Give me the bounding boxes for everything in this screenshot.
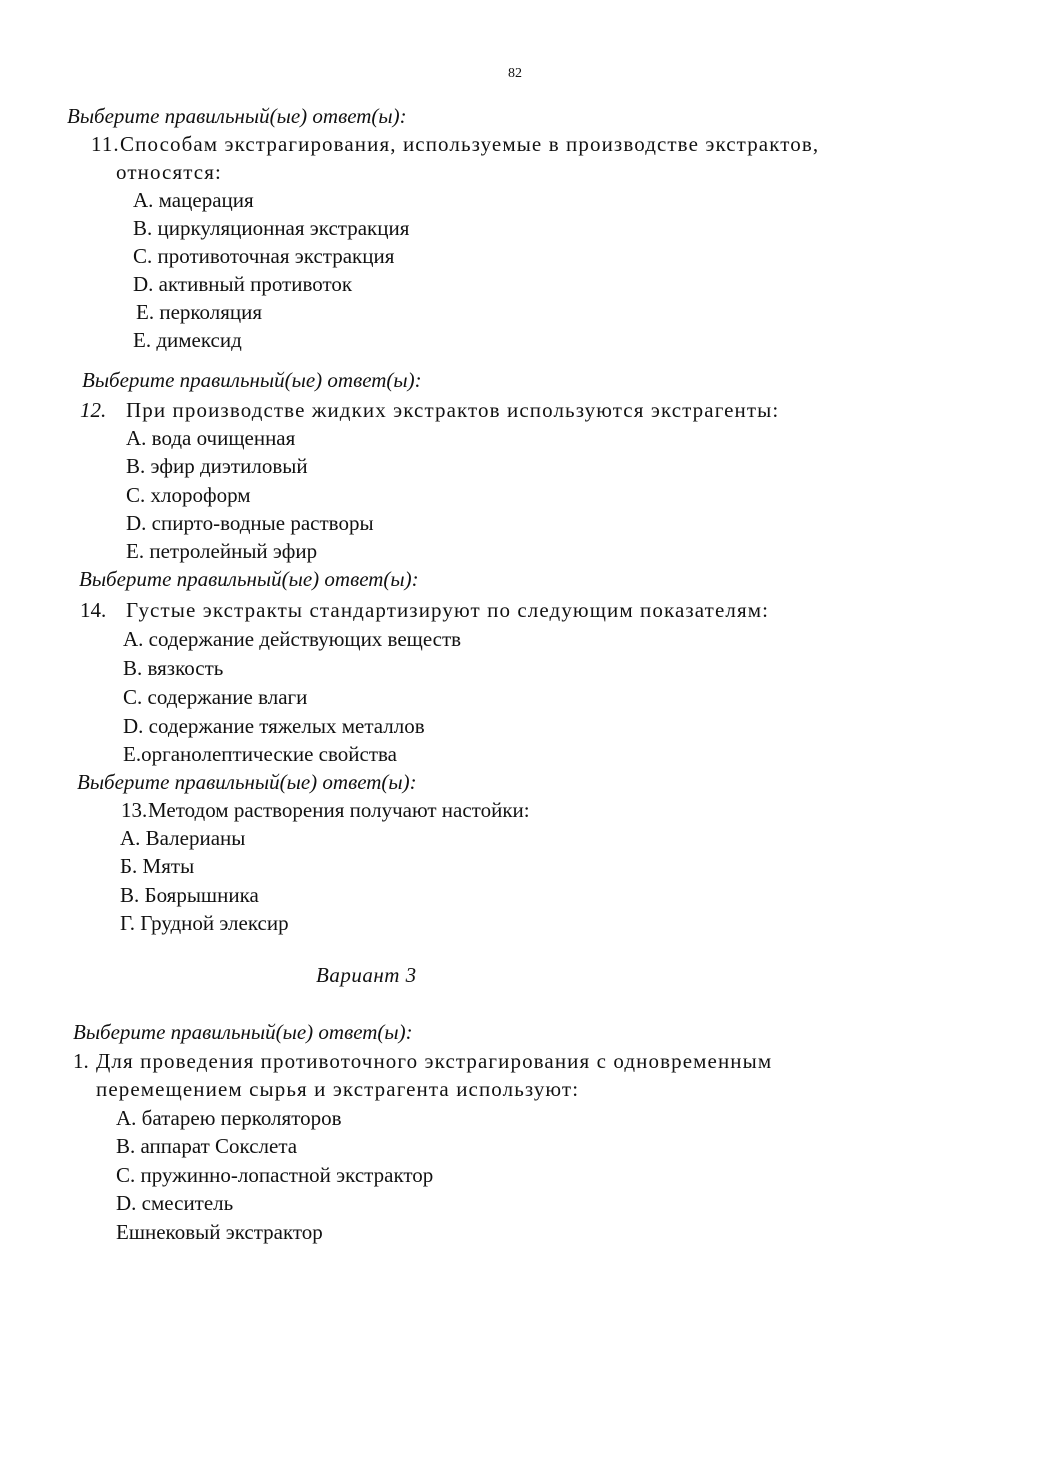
instruction-text: Выберите правильный(ые) ответ(ы): bbox=[73, 1020, 413, 1044]
answer-option: A. мацерация bbox=[133, 188, 254, 212]
page-number: 82 bbox=[508, 66, 522, 81]
question-number: 14. bbox=[80, 598, 107, 622]
answer-option: D. содержание тяжелых металлов bbox=[123, 714, 425, 738]
question-number: 12. bbox=[80, 398, 107, 422]
answer-option: Б. Мяты bbox=[120, 854, 195, 878]
question-text-continued: относятся: bbox=[116, 160, 222, 184]
question-text: Методом растворения получают настойки: bbox=[148, 798, 530, 822]
question-text-continued: перемещением сырья и экстрагента используют: bbox=[96, 1077, 580, 1101]
answer-option: C. содержание влаги bbox=[123, 685, 308, 709]
instruction-text: Выберите правильный(ые) ответ(ы): bbox=[77, 770, 417, 794]
question-number: 1. bbox=[73, 1049, 89, 1073]
question-text: Способам экстрагирования, используемые в производстве экстрактов, bbox=[120, 132, 820, 156]
answer-option: Eшнековый экстрактор bbox=[116, 1220, 323, 1244]
answer-option: B. циркуляционная экстракция bbox=[133, 216, 410, 240]
answer-option: A. содержание действующих веществ bbox=[123, 627, 462, 651]
instruction-text: Выберите правильный(ые) ответ(ы): bbox=[82, 368, 422, 392]
answer-option: D. активный противоток bbox=[133, 272, 353, 296]
variant-heading: Вариант 3 bbox=[316, 963, 417, 987]
answer-option: В. Боярышника bbox=[120, 883, 259, 907]
answer-option: C. противоточная экстракция bbox=[133, 244, 395, 268]
answer-option: E. перколяция bbox=[136, 300, 263, 324]
answer-option: D. спирто-водные растворы bbox=[126, 511, 374, 535]
question-text: Густые экстракты стандартизируют по следующим показателям: bbox=[126, 598, 770, 622]
answer-option: Г. Грудной элексир bbox=[120, 911, 289, 935]
question-number: 11. bbox=[91, 132, 120, 156]
answer-option: E. петролейный эфир bbox=[126, 539, 318, 563]
answer-option: B. эфир диэтиловый bbox=[126, 454, 308, 478]
answer-option: D. смеситель bbox=[116, 1191, 234, 1215]
question-text: Для проведения противоточного экстрагирования с одновременным bbox=[96, 1049, 773, 1073]
question-text: При производстве жидких экстрактов используются экстрагенты: bbox=[126, 398, 780, 422]
answer-option: E. димексид bbox=[133, 328, 242, 352]
answer-option: А. Валерианы bbox=[120, 826, 246, 850]
answer-option: A. батарею перколяторов bbox=[116, 1106, 342, 1130]
answer-option: A. вода очищенная bbox=[126, 426, 296, 450]
answer-option: E.органолептические свойства bbox=[123, 742, 397, 766]
answer-option: B. вязкость bbox=[123, 656, 224, 680]
question-number: 13. bbox=[121, 798, 148, 822]
answer-option: C. хлороформ bbox=[126, 483, 251, 507]
answer-option: B. аппарат Сокслета bbox=[116, 1134, 298, 1158]
instruction-text: Выберите правильный(ые) ответ(ы): bbox=[79, 567, 419, 591]
instruction-text: Выберите правильный(ые) ответ(ы): bbox=[67, 104, 407, 128]
answer-option: C. пружинно-лопастной экстрактор bbox=[116, 1163, 434, 1187]
